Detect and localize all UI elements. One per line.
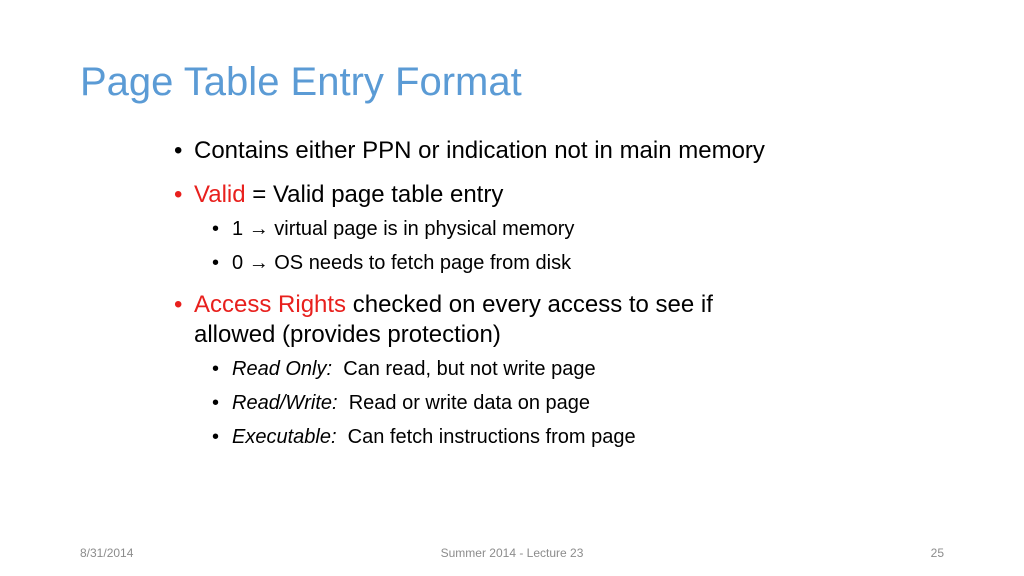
valid-value: 1	[232, 218, 244, 240]
bullet-marker: •	[212, 218, 220, 240]
slide-title: Page Table Entry Format	[80, 60, 522, 104]
arrow-right-icon: →	[248, 218, 269, 240]
arrow-right-icon: →	[248, 252, 269, 274]
read-write-term: Read/Write:	[232, 392, 338, 414]
sub-bullet-read-write	[212, 390, 814, 416]
access-rights-term: Access Rights	[194, 291, 347, 318]
bullet-marker: •	[174, 291, 183, 318]
bullet-marker: •	[212, 392, 220, 414]
bullet-group-valid	[174, 180, 814, 276]
sub-bullet-read-only	[212, 356, 814, 382]
footer-date: 8/31/2014	[80, 546, 134, 560]
bullet-marker: •	[174, 137, 183, 164]
sub-bullet-text: Read or write data on page	[348, 392, 590, 414]
sub-bullet-executable	[212, 424, 814, 450]
bullet-marker: •	[174, 181, 183, 208]
bullet-marker: •	[212, 252, 220, 274]
valid-term: Valid	[194, 181, 246, 208]
bullet-marker: •	[212, 358, 220, 380]
bullet-valid	[174, 180, 814, 210]
sub-bullet-text: Can fetch instructions from page	[347, 426, 636, 448]
sub-bullet-text: virtual page is in physical memory	[274, 218, 575, 240]
bullet-marker: •	[212, 426, 220, 448]
read-only-term: Read Only:	[232, 358, 333, 380]
sub-bullet-valid-1	[212, 216, 814, 242]
sub-bullet-valid-0	[212, 250, 814, 276]
executable-term: Executable:	[232, 426, 337, 448]
valid-description: = Valid page table entry	[245, 181, 504, 208]
footer-lecture: Summer 2014 - Lecture 23	[440, 546, 584, 560]
slide-body	[174, 136, 814, 464]
footer-page-number: 25	[930, 546, 944, 560]
bullet-text: Contains either PPN or indication not in main memory	[194, 137, 765, 164]
bullet-contains-ppn	[174, 136, 814, 166]
access-rights-description-line1: checked on every access to see if	[346, 291, 713, 318]
access-rights-description-line2: allowed (provides protection)	[194, 321, 501, 348]
sub-bullet-text: OS needs to fetch page from disk	[274, 252, 572, 274]
valid-value: 0	[232, 252, 244, 274]
bullet-group-access-rights	[174, 290, 814, 450]
bullet-access-rights	[174, 290, 814, 350]
sub-bullet-text: Can read, but not write page	[343, 358, 596, 380]
